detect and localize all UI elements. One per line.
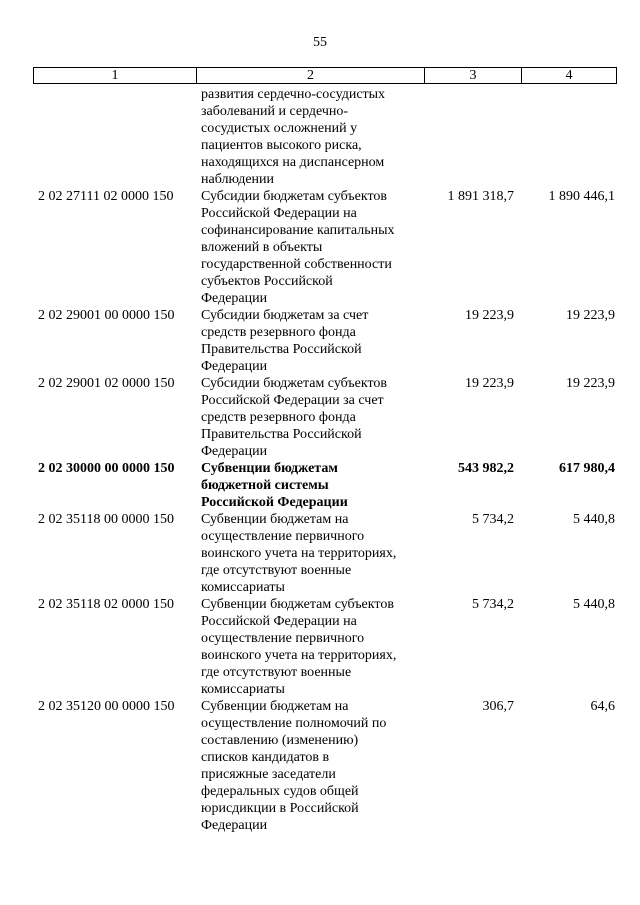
income-name-line: Российской Федерации (201, 495, 348, 510)
table-row (33, 86, 617, 188)
amount-column-4: 617 980,4 (559, 461, 615, 476)
budget-code: 2 02 35118 02 0000 150 (38, 597, 174, 612)
income-name-line: комиссариаты (201, 682, 285, 697)
income-name-line: комиссариаты (201, 580, 285, 595)
income-name-line: осуществление первичного (201, 631, 365, 646)
table-row (33, 375, 617, 460)
budget-code: 2 02 35120 00 0000 150 (38, 699, 175, 714)
income-name-line: Субвенции бюджетам субъектов (201, 597, 394, 612)
income-name-line: составлению (изменению) (201, 733, 359, 748)
income-name-line: где отсутствуют военные (201, 563, 352, 578)
income-name-line: Федерации (201, 359, 268, 374)
income-name-line: Федерации (201, 444, 268, 459)
income-name-line: Субсидии бюджетам субъектов (201, 189, 388, 204)
amount-column-4: 64,6 (590, 699, 615, 714)
amount-column-3 (423, 86, 520, 188)
column-header-4: 4 (521, 68, 616, 83)
income-name-line: вложений в объекты (201, 240, 323, 255)
budget-code: 2 02 29001 02 0000 150 (38, 376, 175, 391)
income-name-line: Российской Федерации за счет (201, 393, 384, 408)
income-name (195, 460, 423, 511)
income-name-line: Субвенции бюджетам на (201, 699, 349, 714)
income-name-line: средств резервного фонда (201, 325, 356, 340)
income-name (195, 375, 423, 460)
amount-column-4 (520, 86, 615, 188)
income-name-line: списков кандидатов в (201, 750, 330, 765)
amount-column-4: 5 440,8 (573, 597, 615, 612)
amount-column-3: 543 982,2 (458, 461, 514, 476)
income-name-line: Федерации (201, 818, 268, 833)
income-name-line: средств резервного фонда (201, 410, 356, 425)
income-name-line: федеральных судов общей (201, 784, 359, 799)
income-name-line: Российской Федерации на (201, 614, 357, 629)
income-name-line: юрисдикции в Российской (201, 801, 359, 816)
income-name (195, 698, 423, 834)
column-header-2: 2 (196, 68, 424, 83)
income-name-line: государственной собственности (201, 257, 392, 272)
budget-code: 2 02 35118 00 0000 150 (38, 512, 174, 527)
income-name-line: сосудистых осложнений у (201, 121, 358, 136)
income-name-line: присяжные заседатели (201, 767, 336, 782)
income-name (195, 86, 423, 188)
amount-column-4: 19 223,9 (566, 308, 615, 323)
income-name-line: Субвенции бюджетам на (201, 512, 349, 527)
budget-code: 2 02 29001 00 0000 150 (38, 308, 175, 323)
amount-column-3: 5 734,2 (472, 512, 514, 527)
page-number: 55 (313, 35, 327, 50)
budget-code: 2 02 27111 02 0000 150 (38, 189, 174, 204)
income-name-line: осуществление полномочий по (201, 716, 387, 731)
column-header-1: 1 (111, 68, 119, 83)
amount-column-3: 306,7 (482, 699, 514, 714)
table-row (33, 596, 617, 698)
table-body (33, 86, 617, 834)
income-name-line: Субвенции бюджетам (201, 461, 338, 476)
income-name-line: Субсидии бюджетам за счет (201, 308, 369, 323)
income-name-line: воинского учета на территориях, (201, 546, 397, 561)
income-name-line: заболеваний и сердечно- (201, 104, 349, 119)
income-name-line: где отсутствуют военные (201, 665, 352, 680)
income-name-line: наблюдении (201, 172, 275, 187)
income-name-line: софинансирование капитальных (201, 223, 395, 238)
income-name (195, 307, 423, 375)
budget-code (33, 86, 195, 188)
income-name-line: субъектов Российской (201, 274, 333, 289)
amount-column-3: 19 223,9 (465, 308, 514, 323)
budget-code: 2 02 30000 00 0000 150 (38, 461, 175, 476)
table-row (33, 460, 617, 511)
income-name (195, 511, 423, 596)
amount-column-4: 5 440,8 (573, 512, 615, 527)
income-name-line: находящихся на диспансерном (201, 155, 385, 170)
income-name-line: пациентов высокого риска, (201, 138, 362, 153)
income-name-line: осуществление первичного (201, 529, 365, 544)
income-name-line: развития сердечно-сосудистых (201, 87, 386, 102)
amount-column-3: 1 891 318,7 (447, 189, 514, 204)
table-row (33, 511, 617, 596)
table-header (33, 67, 617, 84)
income-name-line: Правительства Российской (201, 427, 362, 442)
income-name-line: Российской Федерации на (201, 206, 357, 221)
income-name-line: воинского учета на территориях, (201, 648, 397, 663)
amount-column-3: 19 223,9 (465, 376, 514, 391)
income-name (195, 596, 423, 698)
amount-column-3: 5 734,2 (472, 597, 514, 612)
amount-column-4: 19 223,9 (566, 376, 615, 391)
income-name-line: Федерации (201, 291, 268, 306)
table-row (33, 307, 617, 375)
amount-column-4: 1 890 446,1 (548, 189, 615, 204)
income-name-line: Правительства Российской (201, 342, 362, 357)
income-name-line: Субсидии бюджетам субъектов (201, 376, 388, 391)
income-name-line: бюджетной системы (201, 478, 329, 493)
table-row (33, 188, 617, 307)
income-name (195, 188, 423, 307)
column-header-3: 3 (424, 68, 521, 83)
table-row (33, 698, 617, 834)
